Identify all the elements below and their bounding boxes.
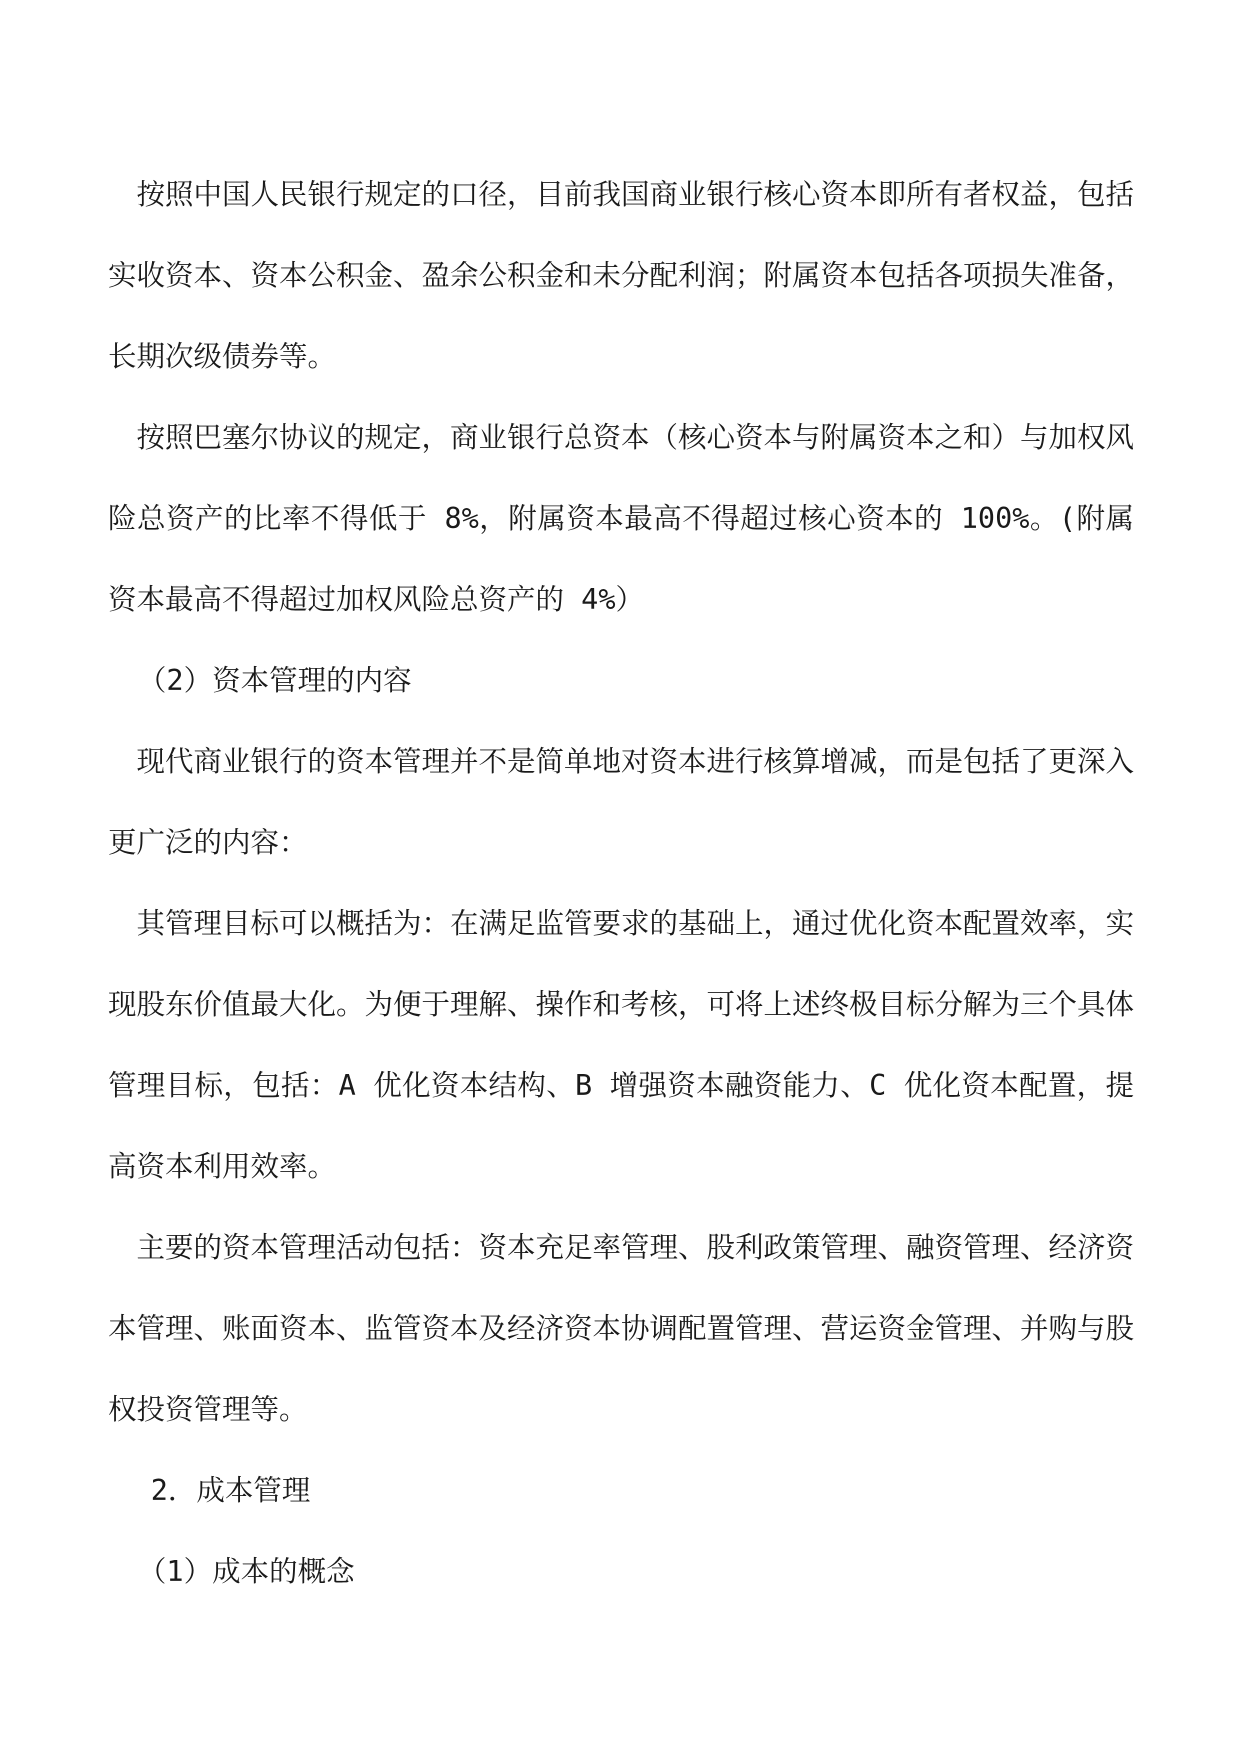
paragraph-capital-management-activities: 主要的资本管理活动包括：资本充足率管理、股利政策管理、融资管理、经济资本管理、账面资本、监管资本及经济资本协调配置管理、营运资金管理、并购与股权投资管理等。 (108, 1231, 1135, 1426)
section-heading-cost-management: 2．成本管理 (150, 1474, 311, 1507)
paragraph-core-capital: 按照中国人民银行规定的口径，目前我国商业银行核心资本即所有者权益，包括实收资本、资本公积金、盈余公积金和未分配利润；附属资本包括各项损失准备，长期次级债券等。 (108, 178, 1135, 373)
paragraph-management-objectives: 其管理目标可以概括为：在满足监管要求的基础上，通过优化资本配置效率，实现股东价值最大化。为便于理解、操作和考核，可将上述终极目标分解为三个具体管理目标，包括：A 优化资本结构、B 增强资本融资能力、C 优化资本配置，提高资本利用效率。 (108, 907, 1135, 1183)
paragraph-modern-capital-management: 现代商业银行的资本管理并不是简单地对资本进行核算增减，而是包括了更深入更广泛的内容： (108, 745, 1135, 859)
document-body (108, 154, 1134, 1612)
section-heading-cost-concept: （1）成本的概念 (137, 1555, 355, 1588)
paragraph-basel-accord: 按照巴塞尔协议的规定，商业银行总资本（核心资本与附属资本之和）与加权风险总资产的比率不得低于 8%，附属资本最高不得超过核心资本的 100%。(附属资本最高不得超过加权风险总资产的 4%） (108, 421, 1135, 616)
section-heading-capital-management-content: （2）资本管理的内容 (137, 664, 412, 697)
